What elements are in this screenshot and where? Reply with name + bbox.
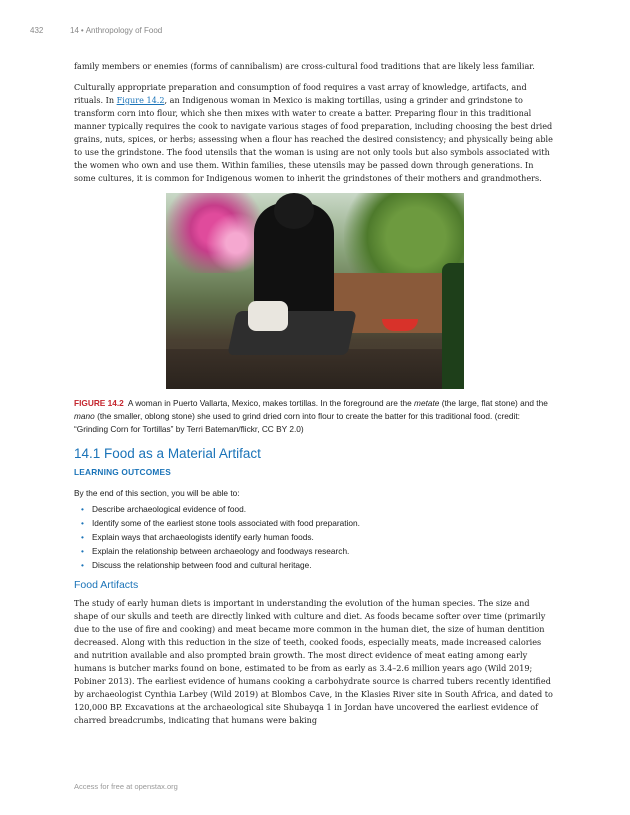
caption-credit: (the smaller, oblong stone) she used to grind dried corn into flour to create the batter for this traditional food. (credit: “Grinding Corn for Tortillas” by Terri Bateman/flickr, CC BY 2.0) bbox=[74, 411, 520, 434]
paragraph-2 bbox=[74, 81, 556, 185]
section-title: 14.1 Food as a Material Artifact bbox=[74, 446, 261, 461]
term-metate: metate bbox=[414, 398, 440, 408]
term-mano: mano bbox=[74, 411, 95, 421]
list-item bbox=[74, 530, 556, 544]
bullet: • bbox=[81, 560, 84, 570]
chapter-title: Anthropology of Food bbox=[85, 26, 163, 35]
page-content bbox=[74, 60, 556, 735]
outcome-text: Explain ways that archaeologists identify early human foods. bbox=[92, 532, 314, 542]
list-item bbox=[74, 558, 556, 572]
learning-outcomes-list bbox=[74, 502, 556, 572]
footer-access-link[interactable]: Access for free at openstax.org bbox=[74, 782, 178, 791]
outcome-text: Identify some of the earliest stone tools associated with food preparation. bbox=[92, 518, 360, 528]
bullet: • bbox=[81, 532, 84, 542]
outcome-text: Describe archaeological evidence of food. bbox=[92, 504, 247, 514]
bullet: • bbox=[81, 546, 84, 556]
subsection-title: Food Artifacts bbox=[74, 579, 139, 591]
chapter-number: 14 bbox=[70, 26, 79, 35]
page-number: 432 bbox=[30, 26, 44, 35]
paragraph-1: family members or enemies (forms of cannibalism) are cross-cultural food traditions that are likely less familiar. bbox=[74, 61, 535, 71]
bullet: • bbox=[81, 504, 84, 514]
list-item bbox=[74, 544, 556, 558]
list-item bbox=[74, 516, 556, 530]
header-separator: • bbox=[80, 26, 84, 35]
caption-part: A woman in Puerto Vallarta, Mexico, makes tortillas. In the foreground are the bbox=[127, 398, 415, 408]
figure-14-2-link[interactable]: Figure 14.2 bbox=[116, 95, 165, 105]
learning-outcomes-intro: By the end of this section, you will be able to: bbox=[74, 488, 240, 498]
paragraph-2-rest: , an Indigenous woman in Mexico is making tortillas, using a grinder and grindstone to transform corn into flour, which she then mixes with water to create a batter. Preparing flour in this traditional manner typically requires the cook to navigate various stages of food preparation, including choosing the best dried grains, nuts, spices, or herbs; assessing when a flour has reached the desired consistency; and physically being able to use the grindstone. The food utensils that the woman is using are not only tools but also symbols associated with the women who own and use them. Within families, these utensils may be passed down through generations. In some cultures, it is common for Indigenous women to inherit the grindstones of their mothers and grandmothers. bbox=[74, 95, 553, 183]
caption-part: (the large, flat stone) and the bbox=[439, 398, 548, 408]
bullet: • bbox=[81, 518, 84, 528]
tortilla-making-photo bbox=[166, 193, 464, 389]
outcome-text: Explain the relationship between archaeology and foodways research. bbox=[92, 546, 350, 556]
figure-label: FIGURE 14.2 bbox=[74, 398, 124, 408]
list-item bbox=[74, 502, 556, 516]
learning-outcomes-heading: LEARNING OUTCOMES bbox=[74, 467, 171, 477]
paragraph-2-start: Culturally appropriate preparation and consumption of food requires a vast array of knowledge, artifacts, and rituals. In bbox=[74, 82, 527, 105]
metate-stone bbox=[227, 311, 356, 355]
outcome-text: Discuss the relationship between food and cultural heritage. bbox=[92, 560, 312, 570]
food-artifacts-paragraph: The study of early human diets is important in understanding the evolution of the human species. The size and shape of our skulls and teeth are directly linked with culture and diet. As foods became softer over time (primarily due to the use of fire and cooking) and meat became more common in the human diet, the size of human dentition decreased. Along with this reduction in the size of teeth, cooked foods, especially meats, made increased calories and nutrition available and also prompted brain growth. The most direct evidence of meat eating among early humans is butcher marks found on bone, estimated to be from as early as 3.4–2.6 million years ago (Wild 2019; Pobiner 2013). The earliest evidence of humans cooking a carbohydrate source is charred tubers recently identified by archaeologist Cynthia Larbey (Wild 2019) at Blombos Cave, in the Klasies River site in South Africa, and dated to 120,000 BP. Excavations at the archaeological site Shubayqa 1 in Jordan have uncovered the earliest evidence of charred breadcrumbs, indicating that humans were baking bbox=[74, 598, 553, 725]
running-header bbox=[30, 26, 162, 35]
figure-caption bbox=[74, 397, 556, 436]
